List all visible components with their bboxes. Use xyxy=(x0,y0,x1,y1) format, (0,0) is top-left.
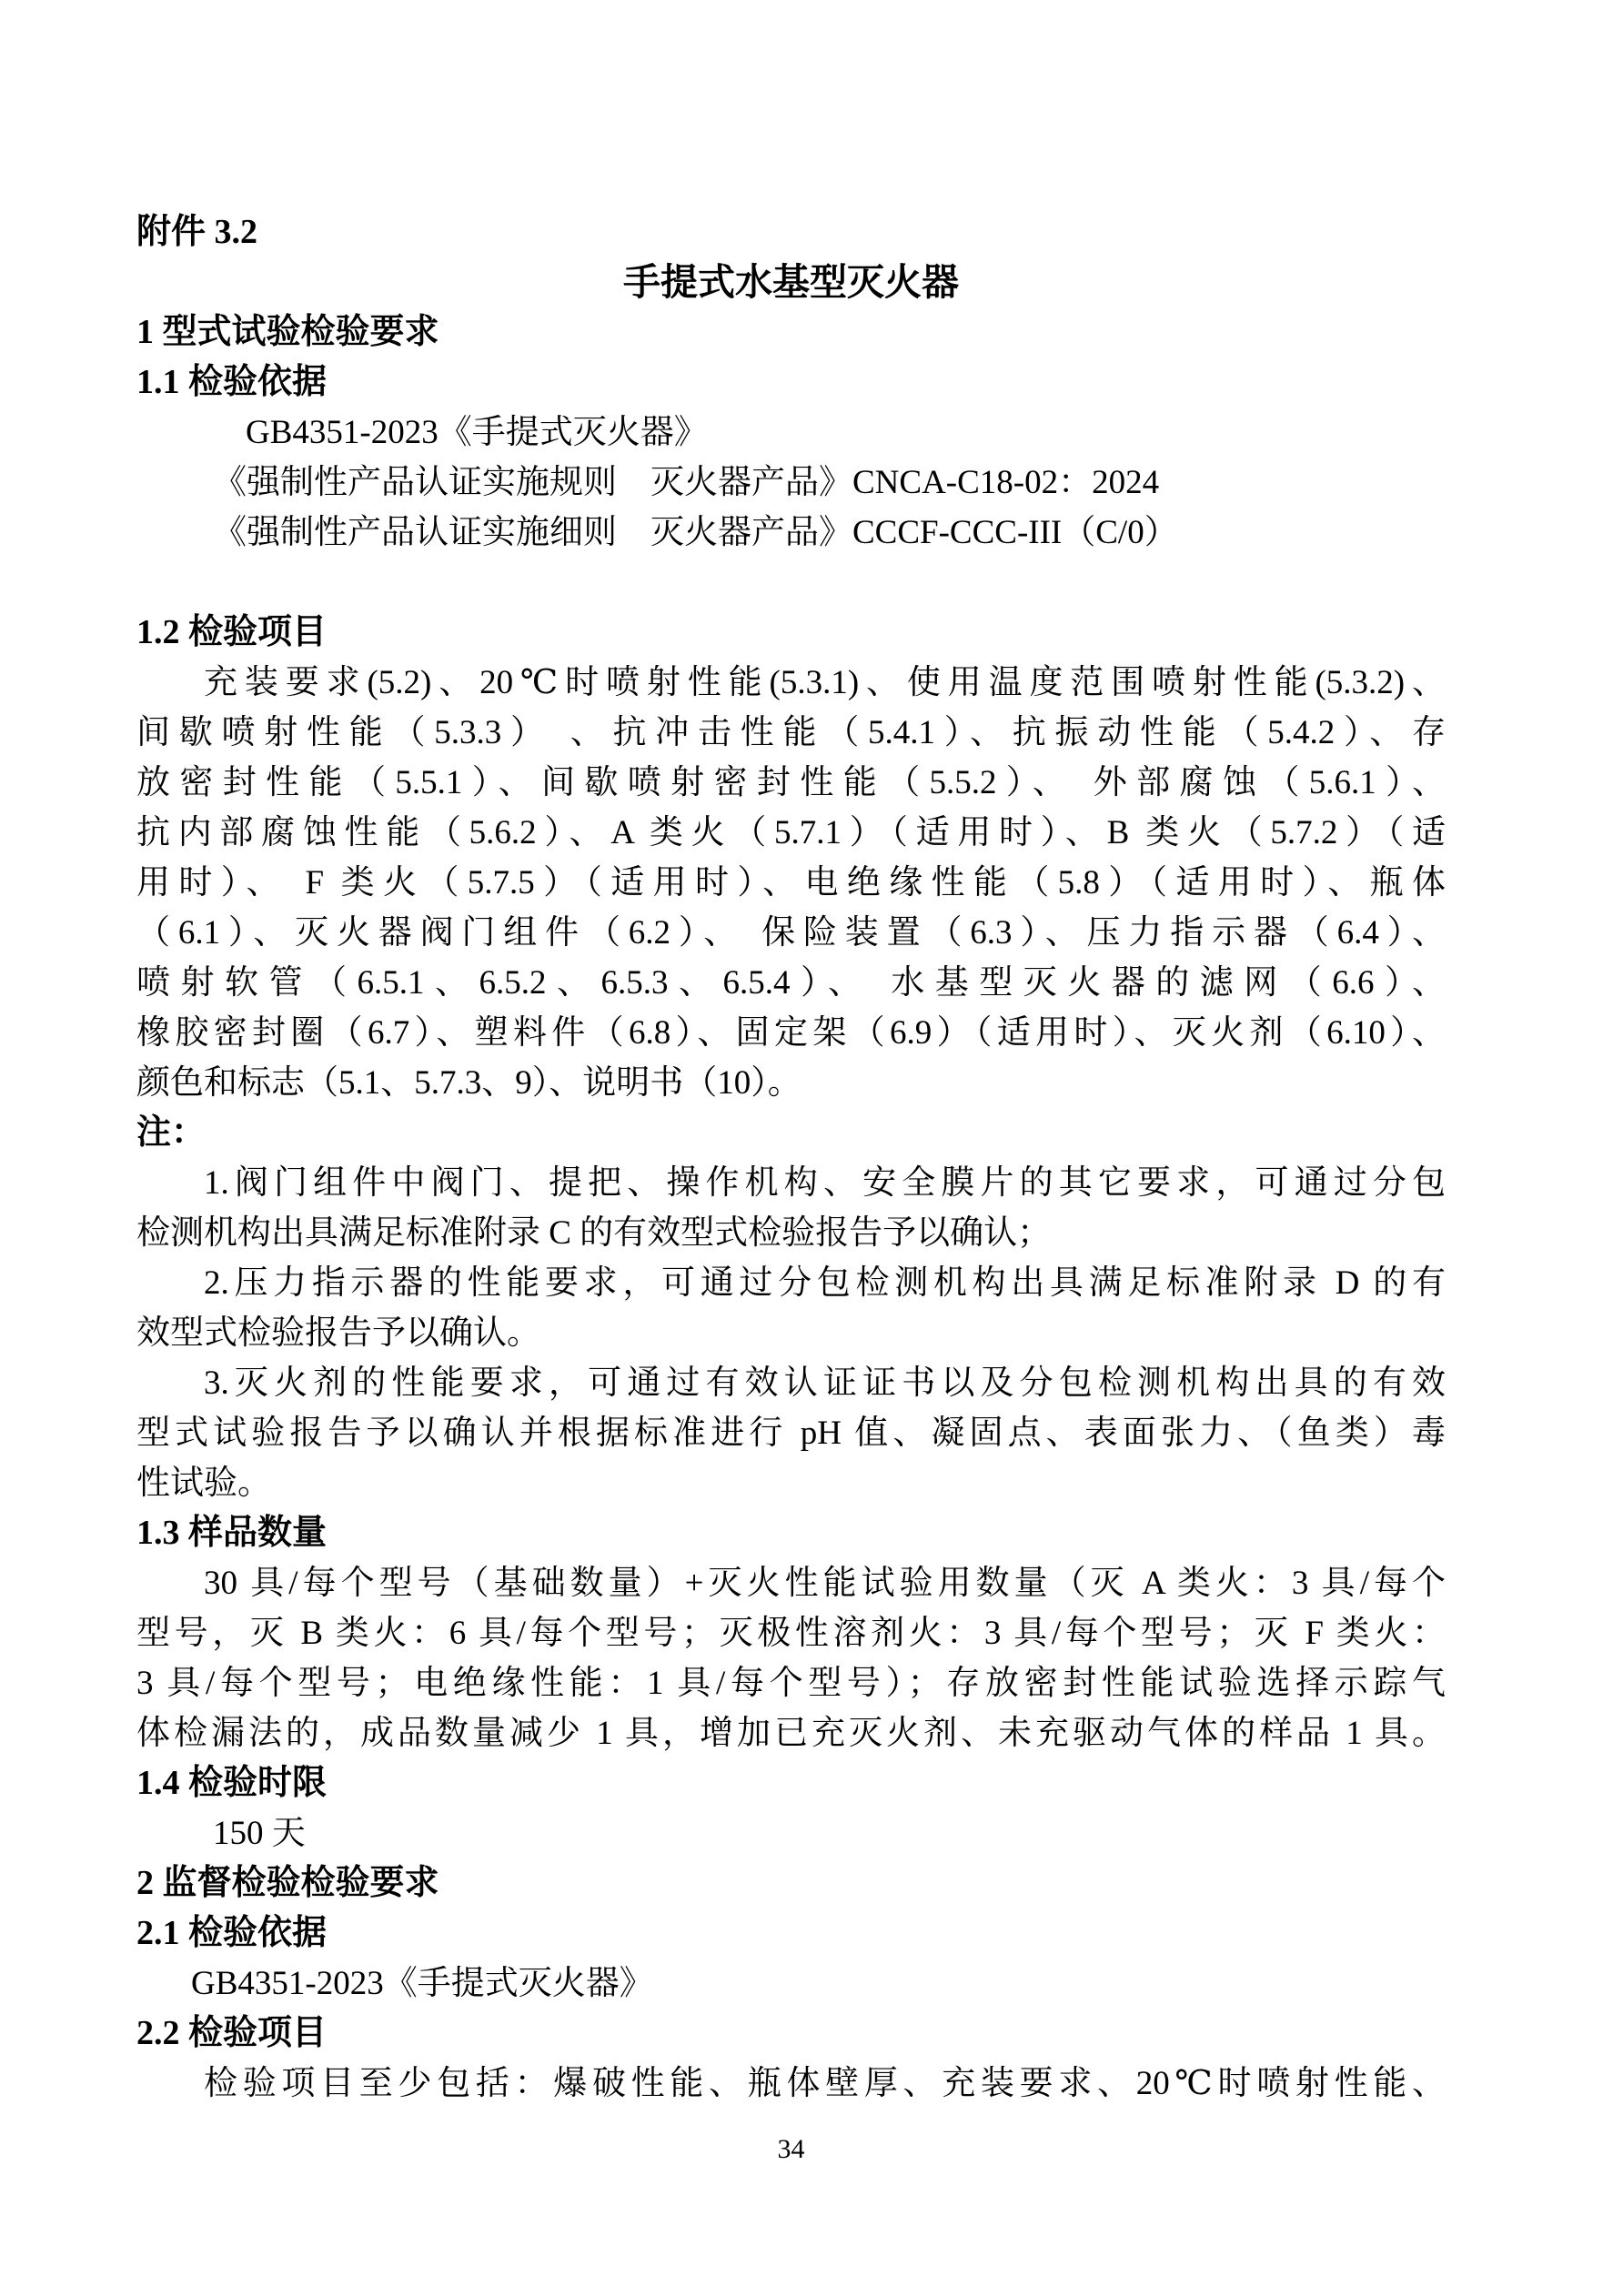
note-line: 2.压力指示器的性能要求，可通过分包检测机构出具满足标准附录 D 的有 xyxy=(204,1264,1446,1302)
body-line: 放密封性能（5.5.1）、间歇喷射密封性能（5.5.2）、 外部腐蚀（5.6.1）、 xyxy=(136,764,1446,801)
heading-items-1: 1.2 检验项目 xyxy=(136,613,328,651)
page-number: 34 xyxy=(777,2134,805,2164)
note-line: 检测机构出具满足标准附录 C 的有效型式检验报告予以确认； xyxy=(136,1214,1052,1252)
note-line: 3.灭火剂的性能要求，可通过有效认证证书以及分包检测机构出具的有效 xyxy=(204,1365,1446,1402)
body-line: 检验项目至少包括：爆破性能、瓶体壁厚、充装要求、20℃时喷射性能、 xyxy=(204,2065,1446,2102)
heading-supervision: 2 监督检验检验要求 xyxy=(136,1864,439,1902)
notes-label: 注： xyxy=(136,1113,207,1152)
heading-items-2: 2.2 检验项目 xyxy=(136,2014,328,2052)
heading-basis-1: 1.1 检验依据 xyxy=(136,363,328,401)
heading-sample-quantity: 1.3 样品数量 xyxy=(136,1514,328,1552)
body-line: 橡胶密封圈（6.7）、塑料件（6.8）、固定架（6.9）（适用时）、灭火剂（6.10）、 xyxy=(136,1014,1446,1052)
heading-basis-2: 2.1 检验依据 xyxy=(136,1914,328,1952)
note-line: 型式试验报告予以确认并根据标准进行 pH 值、凝固点、表面张力、（鱼类）毒 xyxy=(136,1415,1446,1452)
body-line: 30 具/每个型号（基础数量）+灭火性能试验用数量（灭 A 类火：3 具/每个 xyxy=(204,1565,1446,1602)
basis-line: GB4351-2023《手提式灭火器》 xyxy=(246,414,708,451)
blank-line xyxy=(136,558,1446,608)
body-line: 体检漏法的，成品数量减少 1 具，增加已充灭火剂、未充驱动气体的样品 1 具。 xyxy=(136,1715,1446,1752)
body-line: 用时）、 F 类火（5.7.5）（适用时）、电绝缘性能（5.8）（适用时）、瓶体 xyxy=(136,864,1446,901)
attachment-label: 附件 3.2 xyxy=(136,213,258,251)
body-line: （6.1）、灭火器阀门组件（6.2）、 保险装置（6.3）、压力指示器（6.4）、 xyxy=(136,914,1446,952)
note-line: 性试验。 xyxy=(136,1465,271,1502)
body-line: 间歇喷射性能（5.3.3） 、抗冲击性能（5.4.1）、抗振动性能（5.4.2）、存 xyxy=(136,714,1446,751)
basis-line: 《强制性产品认证实施细则 灭火器产品》CCCF-CCC-III（C/0） xyxy=(213,514,1178,551)
heading-time-limit: 1.4 检验时限 xyxy=(136,1764,328,1802)
body-line: 充装要求(5.2)、20℃时喷射性能(5.3.1)、使用温度范围喷射性能(5.3.2)、 xyxy=(204,664,1446,701)
basis-line: GB4351-2023《手提式灭火器》 xyxy=(191,1965,653,2002)
document-title: 手提式水基型灭火器 xyxy=(623,261,959,303)
body-line: 型号，灭 B 类火：6 具/每个型号；灭极性溶剂火：3 具/每个型号；灭 F 类火： xyxy=(136,1615,1446,1652)
body-line: 抗内部腐蚀性能（5.6.2）、A 类火（5.7.1）（适用时）、B 类火（5.7.2）（适 xyxy=(136,814,1446,851)
body-line: 颜色和标志（5.1、5.7.3、9）、说明书（10）。 xyxy=(136,1064,801,1102)
note-line: 效型式检验报告予以确认。 xyxy=(136,1314,540,1352)
heading-type-test: 1 型式试验检验要求 xyxy=(136,313,439,351)
note-line: 1.阀门组件中阀门、提把、操作机构、安全膜片的其它要求，可通过分包 xyxy=(204,1164,1446,1202)
body-line: 喷射软管（6.5.1、6.5.2、6.5.3、6.5.4）、 水基型灭火器的滤网（6.6）、 xyxy=(136,964,1446,1002)
body-line: 3 具/每个型号；电绝缘性能：1 具/每个型号）；存放密封性能试验选择示踪气 xyxy=(136,1665,1446,1702)
basis-line: 《强制性产品认证实施规则 灭火器产品》CNCA-C18-02：2024 xyxy=(213,464,1160,501)
time-limit-value: 150 天 xyxy=(213,1815,306,1852)
